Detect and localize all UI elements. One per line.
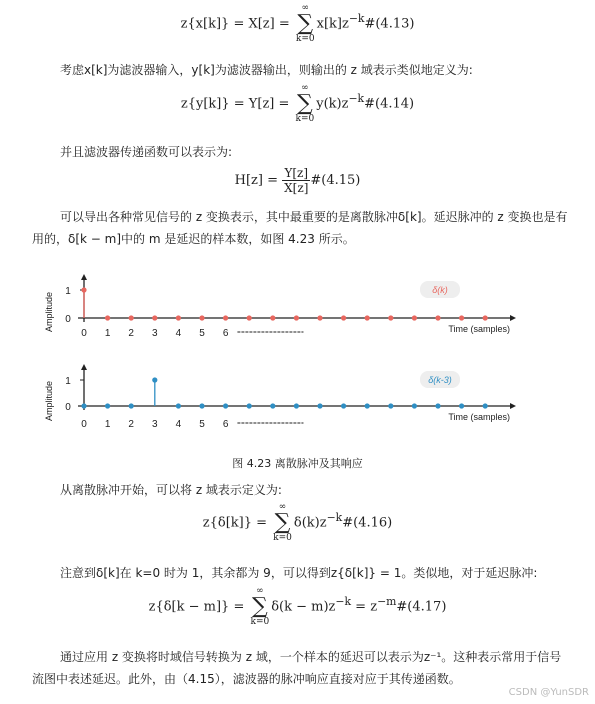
data-point xyxy=(105,315,110,320)
data-point xyxy=(81,287,86,292)
legend-label: δ(k-3) xyxy=(428,375,452,385)
eq-tag: #(4.13) xyxy=(364,16,415,32)
data-point xyxy=(483,315,488,320)
denominator: X[z] xyxy=(284,181,309,195)
data-point xyxy=(435,315,440,320)
y-axis-arrow xyxy=(81,274,87,280)
x-tick-label: 3 xyxy=(152,419,158,430)
sum-sign: ∞ ∑ k=0 xyxy=(295,83,315,124)
equation-4-16 xyxy=(0,503,595,543)
eq-lhs: H[z] = xyxy=(234,173,283,188)
data-point xyxy=(294,315,299,320)
data-point xyxy=(129,403,134,408)
x-tick-label: 6 xyxy=(222,419,229,430)
eq-rhs: δ(k − m)z xyxy=(271,599,336,615)
sum-lower: k=0 xyxy=(295,114,315,124)
y-tick-label: 1 xyxy=(65,286,71,297)
data-point xyxy=(459,403,464,408)
x-tick-label: 2 xyxy=(128,419,134,430)
data-point xyxy=(152,377,157,382)
data-point xyxy=(435,403,440,408)
x-tick-label: 5 xyxy=(199,419,205,430)
x-tick-label: 4 xyxy=(175,328,182,339)
data-point xyxy=(270,315,275,320)
paragraph-5: 注意到δ[k]在 k=0 时为 1，其余都为 9，可以得到z{δ[k]} = 1。类似地，对于延迟脉冲: xyxy=(60,566,538,580)
legend-label: δ(k) xyxy=(432,285,448,295)
sum-upper: ∞ xyxy=(301,3,309,13)
data-point xyxy=(294,403,299,408)
eq-exponent: −k xyxy=(326,511,343,525)
eq-lhs: z{δ[k]} = xyxy=(202,515,272,531)
data-point xyxy=(317,315,322,320)
equation-4-17 xyxy=(0,587,595,627)
data-point xyxy=(483,403,488,408)
data-point xyxy=(223,403,228,408)
eq-exponent: −k xyxy=(348,92,365,106)
eq-rhs: δ(k)z xyxy=(293,515,327,531)
x-tick-label: 1 xyxy=(104,419,111,430)
data-point xyxy=(270,403,275,408)
numerator: Y[z] xyxy=(282,166,310,181)
figure-caption: 图 4.23 离散脉冲及其响应 xyxy=(232,457,363,470)
x-tick-label: 2 xyxy=(128,328,134,339)
data-point xyxy=(152,315,157,320)
data-point xyxy=(412,403,417,408)
data-point xyxy=(388,403,393,408)
y-axis-label: Amplitude xyxy=(44,291,54,333)
sum-sign: ∞ ∑ k=0 xyxy=(250,586,270,627)
data-point xyxy=(412,315,417,320)
paragraph-3: 可以导出各种常见信号的 z 变换表示，其中最重要的是离散脉冲δ[k]。延迟脉冲的 z 变换也是有用的，δ[k − m]中的 m 是延迟的样本数，如图 4.23 所示。 xyxy=(32,210,568,246)
sum-sign: ∞ ∑ k=0 xyxy=(295,3,315,44)
paragraph-4: 从离散脉冲开始，可以将 z 域表示定义为: xyxy=(60,483,282,497)
x-axis-label: Time (samples) xyxy=(448,412,510,422)
eq-tag: #(4.16) xyxy=(342,515,393,531)
data-point xyxy=(199,403,204,408)
x-axis-arrow xyxy=(510,403,516,409)
eq-tag: #(4.14) xyxy=(364,96,415,112)
data-point xyxy=(223,315,228,320)
y-tick-label: 0 xyxy=(65,402,71,413)
data-point xyxy=(199,315,204,320)
sum-upper: ∞ xyxy=(256,586,264,596)
data-point xyxy=(81,403,86,408)
data-point xyxy=(247,403,252,408)
eq-tag: #(4.15) xyxy=(310,173,361,188)
eq-tag: #(4.17) xyxy=(396,599,447,615)
data-point xyxy=(317,403,322,408)
data-point xyxy=(365,403,370,408)
eq-mid: = z xyxy=(351,599,378,615)
data-point xyxy=(341,403,346,408)
chart-panel-delta-k-3 xyxy=(44,364,516,430)
sum-upper: ∞ xyxy=(301,83,309,93)
fraction xyxy=(282,166,310,195)
x-tick-label: 1 xyxy=(104,328,111,339)
x-tick-label: 6 xyxy=(222,328,229,339)
data-point xyxy=(341,315,346,320)
y-tick-label: 0 xyxy=(65,314,71,325)
eq-lhs: z{δ[k − m]} = xyxy=(148,599,249,615)
data-point xyxy=(176,403,181,408)
sum-lower: k=0 xyxy=(250,617,270,627)
equation-4-13 xyxy=(0,4,595,44)
paragraph-6: 通过应用 z 变换将时域信号转换为 z 域，一个样本的延迟可以表示为z⁻¹。这种表示常用于信号流图中表述延迟。此外，由（4.15），滤波器的脉冲响应直接对应于其传递函数。 xyxy=(32,650,562,686)
sum-sign: ∞ ∑ k=0 xyxy=(273,502,292,543)
sum-lower: k=0 xyxy=(273,533,292,543)
x-tick-label: 0 xyxy=(81,328,87,339)
eq-exponent-2: −m xyxy=(377,595,397,609)
chart-panel-delta-k xyxy=(44,274,516,339)
paragraph-1: 考虑x[k]为滤波器输入，y[k]为滤波器输出，则输出的 z 域表示类似地定义为: xyxy=(60,63,473,77)
x-tick-label: 0 xyxy=(81,419,87,430)
data-point xyxy=(176,315,181,320)
sum-lower: k=0 xyxy=(295,34,315,44)
data-point xyxy=(105,403,110,408)
eq-rhs: y(k)z xyxy=(316,96,349,112)
y-tick-label: 1 xyxy=(65,376,71,387)
figure-4-23 xyxy=(0,272,595,447)
data-point xyxy=(459,315,464,320)
eq-exponent: −k xyxy=(335,595,352,609)
y-axis-label: Amplitude xyxy=(44,380,54,422)
data-point xyxy=(129,315,134,320)
y-axis-arrow xyxy=(81,364,87,370)
x-axis-label: Time (samples) xyxy=(448,324,510,334)
x-axis-arrow xyxy=(510,315,516,321)
data-point xyxy=(365,315,370,320)
eq-exponent: −k xyxy=(348,12,365,26)
x-tick-label: 4 xyxy=(175,419,182,430)
watermark: CSDN @YunSDR xyxy=(508,687,589,698)
x-tick-label: 5 xyxy=(199,328,205,339)
data-point xyxy=(388,315,393,320)
x-tick-label: 3 xyxy=(152,328,158,339)
sum-upper: ∞ xyxy=(278,502,287,512)
eq-rhs: x[k]z xyxy=(316,16,349,32)
data-point xyxy=(247,315,252,320)
equation-4-14 xyxy=(0,84,595,124)
eq-lhs: z{x[k]} = X[z] = xyxy=(180,16,294,32)
paragraph-2: 并且滤波器传递函数可以表示为: xyxy=(60,145,233,159)
eq-lhs: z{y[k]} = Y[z] = xyxy=(180,96,294,112)
equation-4-15 xyxy=(0,166,595,195)
